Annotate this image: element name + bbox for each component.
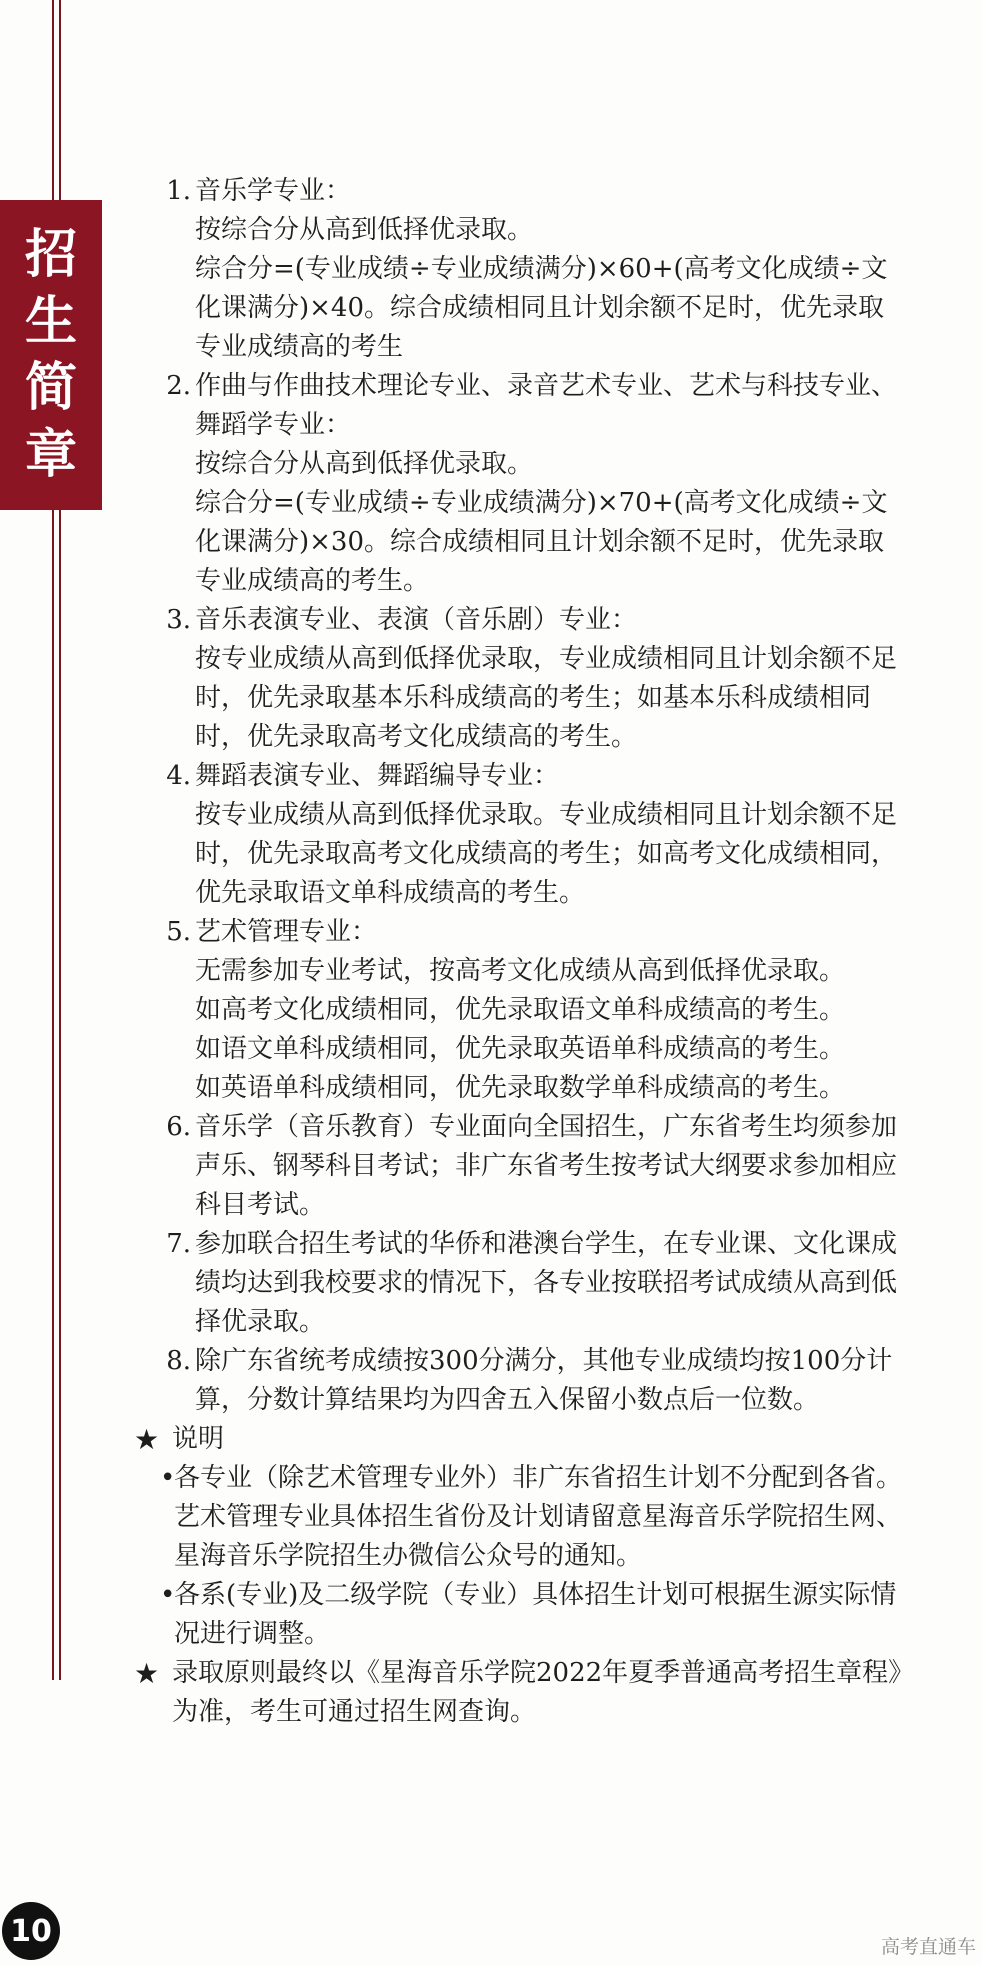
notes-list [160,1459,906,1654]
rule-line: 音乐表演专业、表演（音乐剧）专业： [195,605,638,635]
star-icon: ★ [134,1423,160,1456]
section-banner [0,200,102,510]
note-text: 各系(专业)及二级学院（专业）具体招生计划可根据生源实际情况进行调整。 [174,1580,897,1649]
banner-char: 章 [24,424,77,485]
final-note-text: 录取原则最终以《星海音乐学院2022年夏季普通高考招生章程》为准，考生可通过招生网查询。 [172,1658,902,1727]
rule-item [136,1108,906,1225]
rule-line: 除广东省统考成绩按300分满分，其他专业成绩均按100分计算，分数计算结果均为四舍五入保留小数点后一位数。 [195,1346,893,1415]
rule-number: 3. [166,605,191,635]
rule-number: 2. [166,371,191,401]
rule-item [136,601,906,757]
rule-line: 按综合分从高到低择优录取。 [195,449,534,479]
rule-line: 舞蹈表演专业、舞蹈编导专业： [195,761,560,791]
rule-number: 6. [166,1112,191,1142]
rule-number: 7. [166,1229,191,1259]
bullet-icon: • [160,1463,176,1493]
rule-number: 8. [166,1346,191,1376]
note-item [160,1576,906,1654]
rule-line: 音乐学专业： [195,176,352,206]
rule-line: 按综合分从高到低择优录取。 [195,215,534,245]
rule-body [195,913,906,1108]
rule-item [136,913,906,1108]
rule-line: 无需参加专业考试，按高考文化成绩从高到低择优录取。 [195,956,846,986]
rule-item [136,757,906,913]
rule-line: 按专业成绩从高到低择优录取，专业成绩相同且计划余额不足时，优先录取基本乐科成绩高的考生；如基本乐科成绩相同时，优先录取高考文化成绩高的考生。 [195,644,898,752]
rule-line: 作曲与作曲技术理论专业、录音艺术专业、艺术与科技专业、舞蹈学专业： [195,371,898,440]
rule-body [195,172,906,367]
final-note [134,1654,906,1732]
rule-body [195,757,906,913]
notes-heading [134,1420,906,1459]
rule-line: 艺术管理专业： [195,917,378,947]
rule-line: 按专业成绩从高到低择优录取。专业成绩相同且计划余额不足时，优先录取高考文化成绩高的考生；如高考文化成绩相同，优先录取语文单科成绩高的考生。 [195,800,898,908]
rule-body [195,601,906,757]
rule-item [136,1342,906,1420]
rule-line: 如英语单科成绩相同，优先录取数学单科成绩高的考生。 [195,1073,846,1103]
rule-number: 5. [166,917,191,947]
banner-char: 招 [24,225,77,286]
rule-line: 综合分=(专业成绩÷专业成绩满分)×60+(高考文化成绩÷文化课满分)×40。综合成绩相同且计划余额不足时，优先录取专业成绩高的考生 [195,254,888,362]
bullet-icon: • [160,1580,176,1610]
rule-item [136,172,906,367]
note-text: 各专业（除艺术管理专业外）非广东省招生计划不分配到各省。艺术管理专业具体招生省份及计划请留意星海音乐学院招生网、星海音乐学院招生办微信公众号的通知。 [174,1463,903,1571]
rule-body [195,367,906,601]
notes-title: 说明 [172,1424,225,1454]
rule-body [195,1342,906,1420]
note-item [160,1459,906,1576]
banner-char: 生 [24,291,77,352]
rule-line: 参加联合招生考试的华侨和港澳台学生，在专业课、文化课成绩均达到我校要求的情况下，各专业按联招考试成绩从高到低择优录取。 [195,1229,898,1337]
rule-line: 如高考文化成绩相同，优先录取语文单科成绩高的考生。 [195,995,846,1025]
rule-body [195,1225,906,1342]
rule-body [195,1108,906,1225]
page-number: 10 [2,1902,60,1960]
rules-list [136,172,906,1420]
rule-number: 1. [166,176,191,206]
rule-number: 4. [166,761,191,791]
admission-rules [136,172,906,1732]
banner-char: 简 [24,358,77,419]
rule-item [136,367,906,601]
rule-line: 综合分=(专业成绩÷专业成绩满分)×70+(高考文化成绩÷文化课满分)×30。综合成绩相同且计划余额不足时，优先录取专业成绩高的考生。 [195,488,888,596]
watermark: 高考直通车 [880,1936,976,1958]
rule-item [136,1225,906,1342]
rule-line: 音乐学（音乐教育）专业面向全国招生，广东省考生均须参加声乐、钢琴科目考试；非广东省考生按考试大纲要求参加相应科目考试。 [195,1112,898,1220]
star-icon: ★ [134,1657,160,1690]
rule-line: 如语文单科成绩相同，优先录取英语单科成绩高的考生。 [195,1034,846,1064]
